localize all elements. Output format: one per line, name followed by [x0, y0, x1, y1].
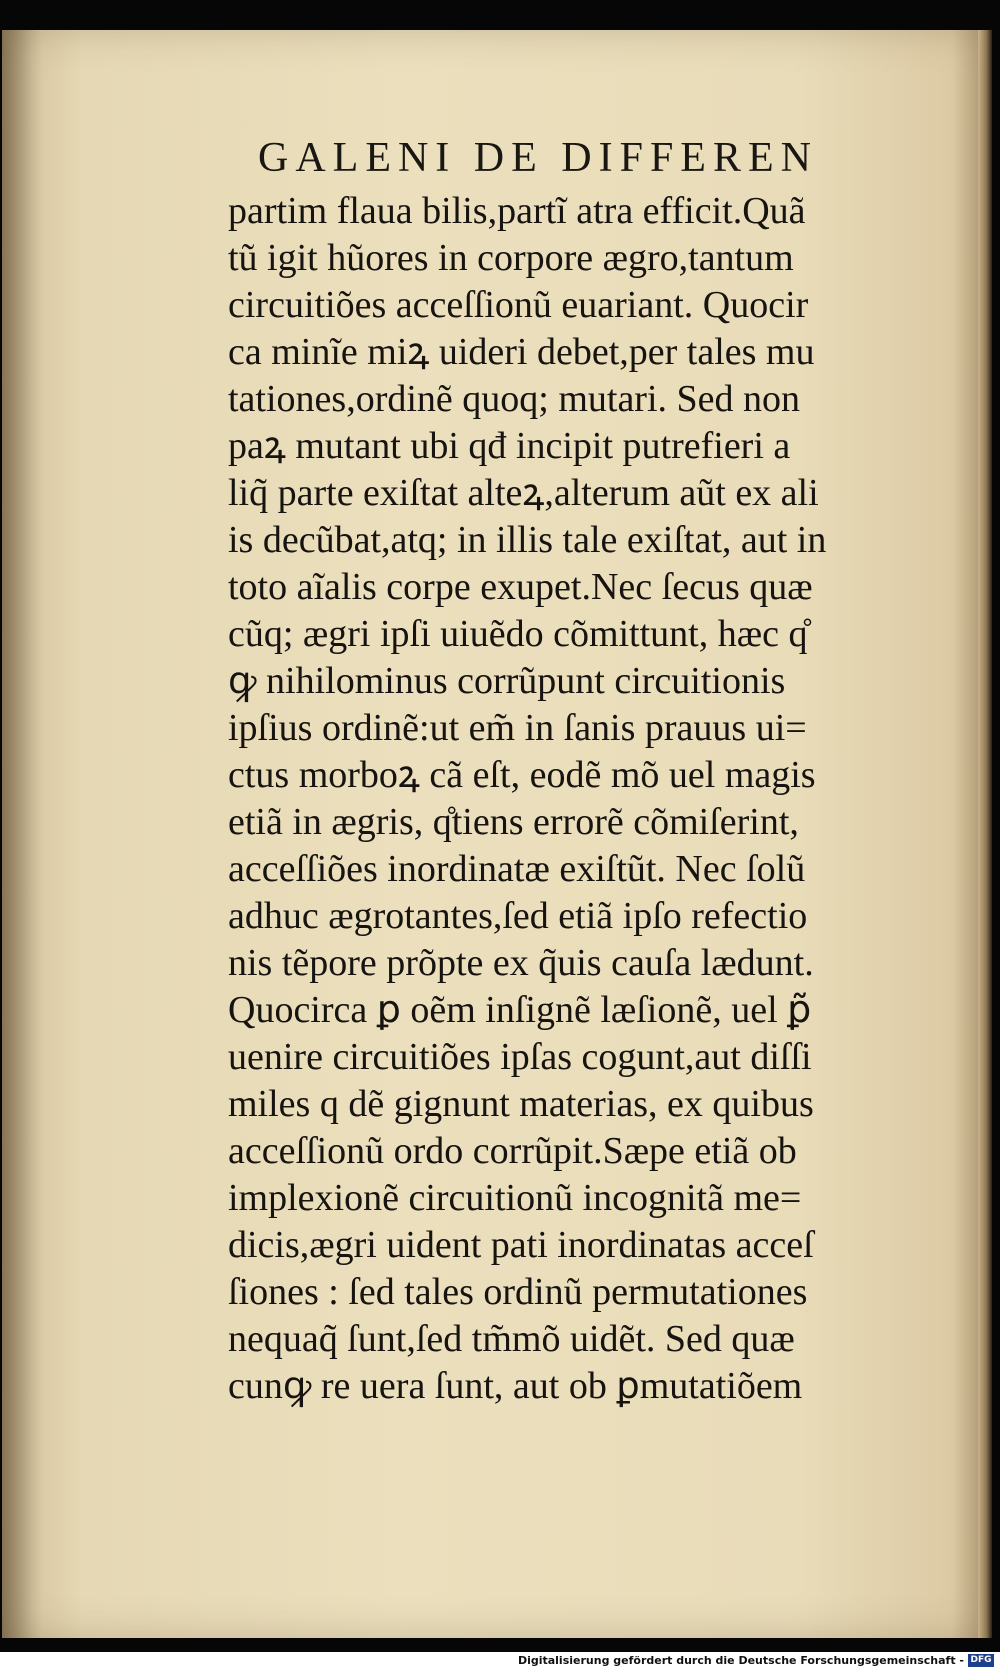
text-line: acceſſiões inordinatæ exiſtũt. Nec ſolũ — [228, 848, 806, 890]
text-line: is decũbat,atq; in illis tale exiſtat, aut in — [228, 519, 827, 561]
text-line: implexionẽ circuitionũ incognitã me= — [228, 1177, 802, 1219]
text-line: cũq; ægri ipſi uiuẽdo cõmittunt, hæc q̊ — [228, 613, 808, 655]
gutter-shadow — [2, 30, 42, 1638]
text-line: miles q dẽ gignunt materias, ex quibus — [228, 1083, 814, 1125]
body-text — [228, 188, 908, 1410]
text-line: etiã in ægris, q̊tiens errorẽ cõmiſerint, — [228, 801, 799, 843]
text-line: adhuc ægrotantes,ſed etiã ipſo refectio — [228, 895, 808, 937]
text-line: nequaq̃ ſunt,ſed tm̃mõ uidẽt. Sed quæ — [228, 1318, 795, 1360]
text-line: ca minĩe miꝝ uideri debet,per tales mu — [228, 331, 815, 373]
text-line: toto aĩalis corpe exupet.Nec ſecus quæ — [228, 566, 813, 608]
text-line: ſiones : ſed tales ordinũ permutationes — [228, 1271, 808, 1313]
text-line: cunꝙ re uera ſunt, aut ob ꝑmutatiõem — [228, 1365, 803, 1407]
text-line: tũ igit hũores in corpore ægro,tantum — [228, 237, 794, 279]
text-line: ctus morboꝝ cã eſt, eodẽ mõ uel magis — [228, 754, 816, 796]
text-line: tationes,ordinẽ quoq; mutari. Sed non — [228, 378, 801, 420]
text-line: Quocirca ꝑ oẽm inſignẽ læſionẽ, uel ꝑ̃ — [228, 989, 812, 1031]
running-head: GALENI DE DIFFEREN — [258, 135, 818, 181]
text-line: circuitiões acceſſionũ euariant. Quocir — [228, 284, 809, 326]
text-line: uenire circuitiões ipſas cogunt,aut diſſi — [228, 1036, 812, 1078]
text-line: dicis,ægri uident pati inordinatas acceſ — [228, 1224, 814, 1266]
text-line: partim flaua bilis,partĩ atra efficit.Quã — [228, 190, 806, 232]
dfg-logo: DFG — [968, 1654, 994, 1667]
text-line: ipſius ordinẽ:ut em̃ in ſanis prauus ui= — [228, 707, 807, 749]
page-edge — [978, 30, 992, 1638]
text-line: nis tẽpore prõpte ex q̃uis cauſa lædunt. — [228, 942, 814, 984]
text-block — [228, 128, 908, 1410]
text-line: paꝝ mutant ubi qđ incipit putrefieri a — [228, 425, 791, 467]
text-line: acceſſionũ ordo corrũpit.Sæpe etiã ob — [228, 1130, 797, 1172]
text-line: liq̃ parte exiſtat alteꝝ,alterum aũt ex ali — [228, 472, 819, 514]
text-line: ꝙ nihilominus corrũpunt circuitionis — [228, 660, 786, 702]
digitization-credit: Digitalisierung gefördert durch die Deutsche Forschungsgemeinschaft - — [517, 1654, 964, 1667]
